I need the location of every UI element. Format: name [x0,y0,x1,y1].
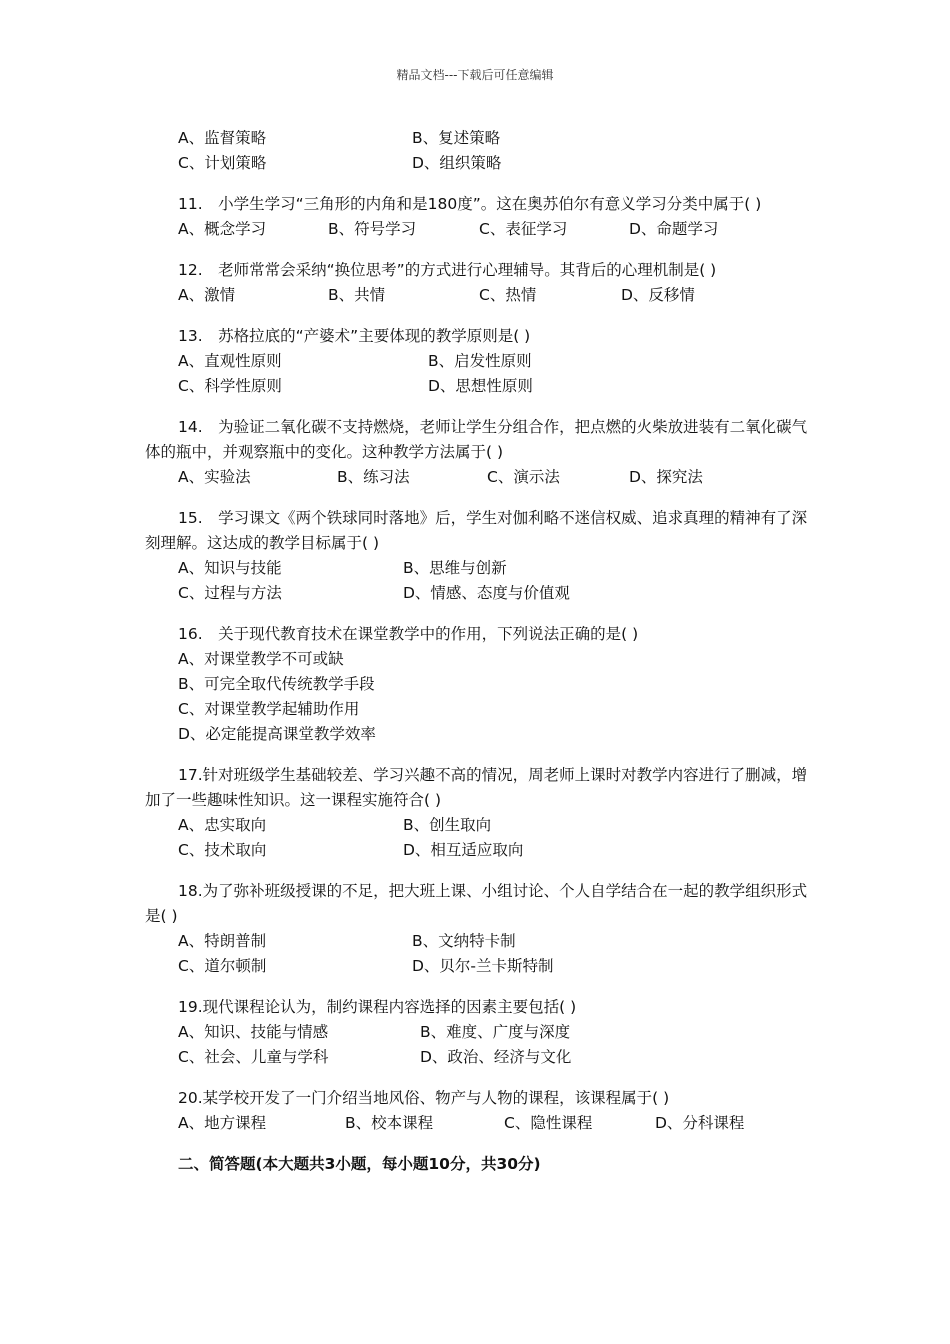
option-b: B、文纳特卡制 [412,932,516,950]
question-14-stem: 14. 为验证二氧化碳不支持燃烧，老师让学生分组合作，把点燃的火柴放进装有二氧化碳气体的瓶中，并观察瓶中的变化。这种教学方法属于( ) [145,418,808,461]
option-b: B、符号学习 [328,220,417,238]
option-c: C、技术取向 [178,841,267,859]
option-d: D、组织策略 [412,154,502,172]
question-15-options-row-1 [145,556,810,581]
option-d: D、思想性原则 [428,377,533,395]
question-15-options-row-2 [145,581,810,606]
option-d: D、命题学习 [629,220,719,238]
option-a: A、特朗普制 [178,932,267,950]
option-b: B、创生取向 [403,816,492,834]
option-c: C、道尔顿制 [178,957,267,975]
option-b: B、校本课程 [345,1114,434,1132]
question-12-options [145,283,810,308]
option-b: B、复述策略 [412,129,501,147]
question-12-stem: 12. 老师常常会采纳“换位思考”的方式进行心理辅导。其背后的心理机制是( ) [178,261,717,279]
page-header: 精品文档---下载后可任意编辑 [396,68,554,82]
option-c: C、表征学习 [479,220,568,238]
option-a: A、对课堂教学不可或缺 [178,650,344,668]
question-16-option-a [145,647,810,672]
question-17-options-row-1 [145,813,810,838]
question-16-stem: 16. 关于现代教育技术在课堂教学中的作用，下列说法正确的是( ) [178,625,639,643]
question-15-stem: 15. 学习课文《两个铁球同时落地》后，学生对伽利略不迷信权威、追求真理的精神有了深刻理解。这达成的教学目标属于( ) [145,509,808,552]
option-d: D、分科课程 [655,1114,745,1132]
option-a: A、直观性原则 [178,352,282,370]
option-c: C、演示法 [487,468,560,486]
option-a: A、概念学习 [178,220,267,238]
option-a: A、知识与技能 [178,559,282,577]
option-d: D、政治、经济与文化 [420,1048,572,1066]
option-b: B、启发性原则 [428,352,532,370]
question-17-stem: 17.针对班级学生基础较差、学习兴趣不高的情况，周老师上课时对教学内容进行了删减，增加了一些趣味性知识。这一课程实施符合( ) [145,766,808,809]
exam-content [145,126,810,1177]
option-c: C、计划策略 [178,154,267,172]
option-a: A、激情 [178,286,236,304]
option-b: B、共情 [328,286,386,304]
section-2-title: 二、简答题(本大题共3小题，每小题10分，共30分) [178,1155,541,1173]
option-c: C、对课堂教学起辅助作用 [178,700,360,718]
question-14-options [145,465,810,490]
option-d: D、贝尔-兰卡斯特制 [412,957,554,975]
option-a: A、地方课程 [178,1114,267,1132]
option-b: B、思维与创新 [403,559,507,577]
question-20-stem: 20.某学校开发了一门介绍当地风俗、物产与人物的课程，该课程属于( ) [178,1089,670,1107]
question-11-options [145,217,810,242]
question-18-stem: 18.为了弥补班级授课的不足，把大班上课、小组讨论、个人自学结合在一起的教学组织形式是( ) [145,882,808,925]
option-c: C、热情 [479,286,537,304]
question-13-options-row-1 [145,349,810,374]
option-a: A、监督策略 [178,129,267,147]
question-18-options-row-2 [145,954,810,979]
option-c: C、社会、儿童与学科 [178,1048,329,1066]
question-13-stem: 13. 苏格拉底的“产婆术”主要体现的教学原则是( ) [178,327,531,345]
question-10-options-row-1 [145,126,810,151]
option-c: C、过程与方法 [178,584,282,602]
option-b: B、难度、广度与深度 [420,1023,571,1041]
option-c: C、隐性课程 [504,1114,593,1132]
question-18-options-row-1 [145,929,810,954]
question-19-options-row-2 [145,1045,810,1070]
question-20-options [145,1111,810,1136]
question-13-options-row-2 [145,374,810,399]
option-d: D、相互适应取向 [403,841,524,859]
question-16-option-b [145,672,810,697]
option-d: D、必定能提高课堂教学效率 [178,725,376,743]
option-b: B、可完全取代传统教学手段 [178,675,375,693]
question-19-options-row-1 [145,1020,810,1045]
option-d: D、情感、态度与价值观 [403,584,570,602]
question-10-options-row-2 [145,151,810,176]
option-d: D、探究法 [629,468,703,486]
question-17-options-row-2 [145,838,810,863]
option-d: D、反移情 [621,286,695,304]
option-a: A、知识、技能与情感 [178,1023,329,1041]
option-b: B、练习法 [337,468,410,486]
option-c: C、科学性原则 [178,377,282,395]
option-a: A、实验法 [178,468,251,486]
question-16-option-d [145,722,810,747]
question-19-stem: 19.现代课程论认为，制约课程内容选择的因素主要包括( ) [178,998,577,1016]
question-11-stem: 11. 小学生学习“三角形的内角和是180度”。这在奥苏伯尔有意义学习分类中属于( ) [178,195,762,213]
option-a: A、忠实取向 [178,816,267,834]
question-16-option-c [145,697,810,722]
